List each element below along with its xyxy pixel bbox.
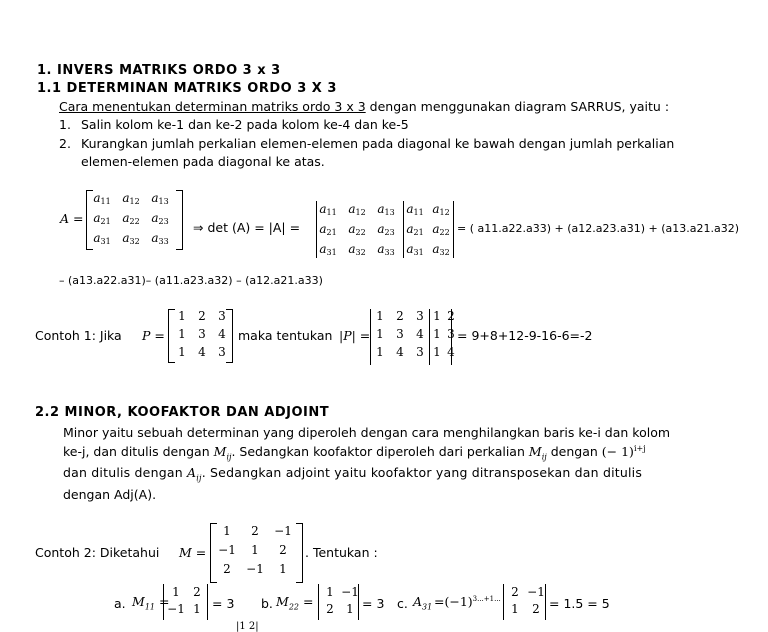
answer-a-label: a.	[114, 596, 126, 611]
matrix-cell: a22	[122, 211, 140, 226]
section-title-minor: 2.2 MINOR, KOOFAKTOR DAN ADJOINT	[35, 405, 330, 420]
matrix-cell: a21	[93, 211, 111, 226]
answer-a-symbol: $M_{11}$ =	[132, 594, 170, 612]
symbol-aij: $A_{ij}$	[187, 465, 202, 483]
matrix-cell: a21	[319, 222, 337, 237]
matrix-cell: 1	[326, 585, 334, 599]
matrix-cell: 3	[416, 309, 424, 323]
abs-p-label: |P| =	[339, 328, 371, 343]
matrix-cell: 4	[198, 345, 206, 359]
step-text: elemen-elemen pada diagonal ke atas.	[81, 154, 325, 169]
text-segment: ke-j, dan ditulis dengan	[63, 444, 210, 460]
matrix-cell: 3	[218, 345, 226, 359]
text-segment: . Sedangkan koofaktor diperoleh dari perkalian	[231, 444, 525, 460]
matrix-cell: 1	[223, 524, 231, 538]
subsection-title: 1.1 DETERMINAN MATRIKS ORDO 3 X 3	[37, 81, 337, 96]
section-title: 1. INVERS MATRIKS ORDO 3 x 3	[37, 63, 281, 78]
matrix-cell: 1	[433, 327, 441, 341]
matrix-cell: 1	[193, 602, 201, 616]
example1-result: = 9+8+12-9-16-6=-2	[457, 328, 593, 343]
answer-c-power: $=(-1)^{3...+1...}$	[434, 594, 501, 609]
step-number: 1.	[59, 117, 71, 132]
matrix-cell: 3	[416, 345, 424, 359]
answer-b-result: = 3	[362, 596, 385, 611]
matrix-cell: 1	[511, 602, 519, 616]
matrix-cell: −1	[167, 602, 185, 616]
matrix-cell: 2	[193, 585, 201, 599]
matrix-cell: a13	[151, 191, 169, 206]
matrix-cell: 1	[178, 345, 186, 359]
matrix-cell: 1	[433, 345, 441, 359]
example2-label: Contoh 2: Diketahui	[35, 545, 160, 560]
minor-definition-line	[63, 465, 642, 483]
matrix-cell: a33	[151, 231, 169, 246]
right-bracket	[176, 190, 183, 250]
matrix-cell: 4	[396, 345, 404, 359]
matrix-cell: 2	[511, 585, 519, 599]
example2-tail: . Tentukan :	[305, 545, 378, 560]
matrix-cell: 2	[532, 602, 540, 616]
matrix-cell: 2	[447, 309, 455, 323]
matrix-cell: 2	[396, 309, 404, 323]
matrix-cell: 1	[376, 327, 384, 341]
matrix-cell: a12	[122, 191, 140, 206]
matrix-cell: 1	[178, 309, 186, 323]
symbol-mij: $M_{ij}$	[213, 444, 232, 462]
matrix-cell: a11	[319, 202, 337, 217]
answer-a-result: = 3	[212, 596, 235, 611]
matrix-cell: 3	[198, 327, 206, 341]
matrix-cell: 2	[251, 524, 259, 538]
example1-label: Contoh 1: Jika	[35, 328, 122, 343]
matrix-cell: 2	[223, 562, 231, 576]
matrix-cell: 2	[279, 543, 287, 557]
step-text: Kurangkan jumlah perkalian elemen-elemen pada diagonal ke bawah dengan jumlah perkalian	[81, 136, 675, 151]
matrix-cell: 1	[251, 543, 259, 557]
matrix-cell: a23	[151, 211, 169, 226]
matrix-a-label: A =	[60, 211, 84, 226]
partial-next-line: |1 2|	[236, 621, 259, 632]
matrix-cell: 3	[396, 327, 404, 341]
example1-mid: maka tentukan	[238, 328, 333, 343]
matrix-cell: 1	[346, 602, 354, 616]
matrix-p-label: P =	[142, 328, 165, 343]
sarrus-expansion: = ( a11.a22.a33) + (a12.a23.a31) + (a13.a21.a32)	[457, 222, 739, 235]
matrix-cell: a32	[432, 242, 450, 257]
minor-definition-line	[63, 444, 646, 462]
matrix-cell: a23	[377, 222, 395, 237]
matrix-cell: a11	[406, 202, 424, 217]
sarrus-intro	[59, 99, 669, 114]
step-text: Salin kolom ke-1 dan ke-2 pada kolom ke-4 dan ke-5	[81, 117, 409, 132]
text-segment: dengan	[550, 444, 598, 460]
matrix-cell: 2	[198, 309, 206, 323]
matrix-cell: a32	[348, 242, 366, 257]
step-number: 2.	[59, 136, 71, 151]
answer-b-label: b.	[261, 596, 273, 611]
matrix-cell: 4	[416, 327, 424, 341]
matrix-cell: 1	[178, 327, 186, 341]
text-segment: dan ditulis dengan	[63, 465, 183, 480]
matrix-cell: 1	[433, 309, 441, 323]
sarrus-intro-underlined: Cara menentukan determinan matriks ordo 3 x 3	[59, 99, 366, 114]
answer-c-result: = 1.5 = 5	[549, 596, 610, 611]
matrix-cell: 2	[326, 602, 334, 616]
matrix-cell: a21	[406, 222, 424, 237]
matrix-cell: 4	[447, 345, 455, 359]
matrix-cell: −1	[274, 524, 292, 538]
matrix-cell: −1	[246, 562, 264, 576]
matrix-cell: −1	[527, 585, 545, 599]
symbol-power: (− 1)$^{i+j}$	[601, 444, 646, 460]
matrix-cell: a31	[93, 231, 111, 246]
answer-c-label: c.	[397, 596, 408, 611]
matrix-cell: a22	[348, 222, 366, 237]
answer-b-symbol: $M_{22}$ =	[276, 594, 314, 612]
matrix-cell: 1	[376, 345, 384, 359]
symbol-mij: $M_{ij}$	[528, 444, 547, 462]
matrix-cell: −1	[218, 543, 236, 557]
matrix-cell: −1	[341, 585, 359, 599]
answer-c-symbol: $A_{31}$	[413, 594, 433, 612]
matrix-m-label: M =	[179, 545, 207, 560]
matrix-cell: a31	[319, 242, 337, 257]
right-bracket	[296, 523, 303, 583]
matrix-cell: a22	[432, 222, 450, 237]
matrix-cell: a32	[122, 231, 140, 246]
matrix-cell: 3	[447, 327, 455, 341]
matrix-cell: 1	[172, 585, 180, 599]
det-arrow: ⇒ det (A) = |A| =	[193, 220, 301, 235]
minor-definition-line: Minor yaitu sebuah determinan yang diperoleh dengan cara menghilangkan baris ke-i dan kolom	[63, 425, 671, 440]
matrix-cell: 1	[279, 562, 287, 576]
sarrus-intro-rest: dengan menggunakan diagram SARRUS, yaitu :	[365, 99, 670, 114]
matrix-cell: a31	[406, 242, 424, 257]
sarrus-expansion-line2: – (a13.a22.a31)– (a11.a23.a32) – (a12.a21.a33)	[59, 274, 323, 287]
matrix-cell: a12	[432, 202, 450, 217]
matrix-cell: 1	[376, 309, 384, 323]
minor-definition-line: dengan Adj(A).	[63, 487, 157, 502]
text-segment: . Sedangkan adjoint yaitu koofaktor yang ditransposekan dan ditulis	[201, 465, 643, 480]
det-bar	[453, 201, 454, 258]
matrix-cell: a33	[377, 242, 395, 257]
matrix-cell: a12	[348, 202, 366, 217]
matrix-cell: 3	[218, 309, 226, 323]
matrix-cell: 4	[218, 327, 226, 341]
matrix-cell: a13	[377, 202, 395, 217]
matrix-cell: a11	[93, 191, 111, 206]
